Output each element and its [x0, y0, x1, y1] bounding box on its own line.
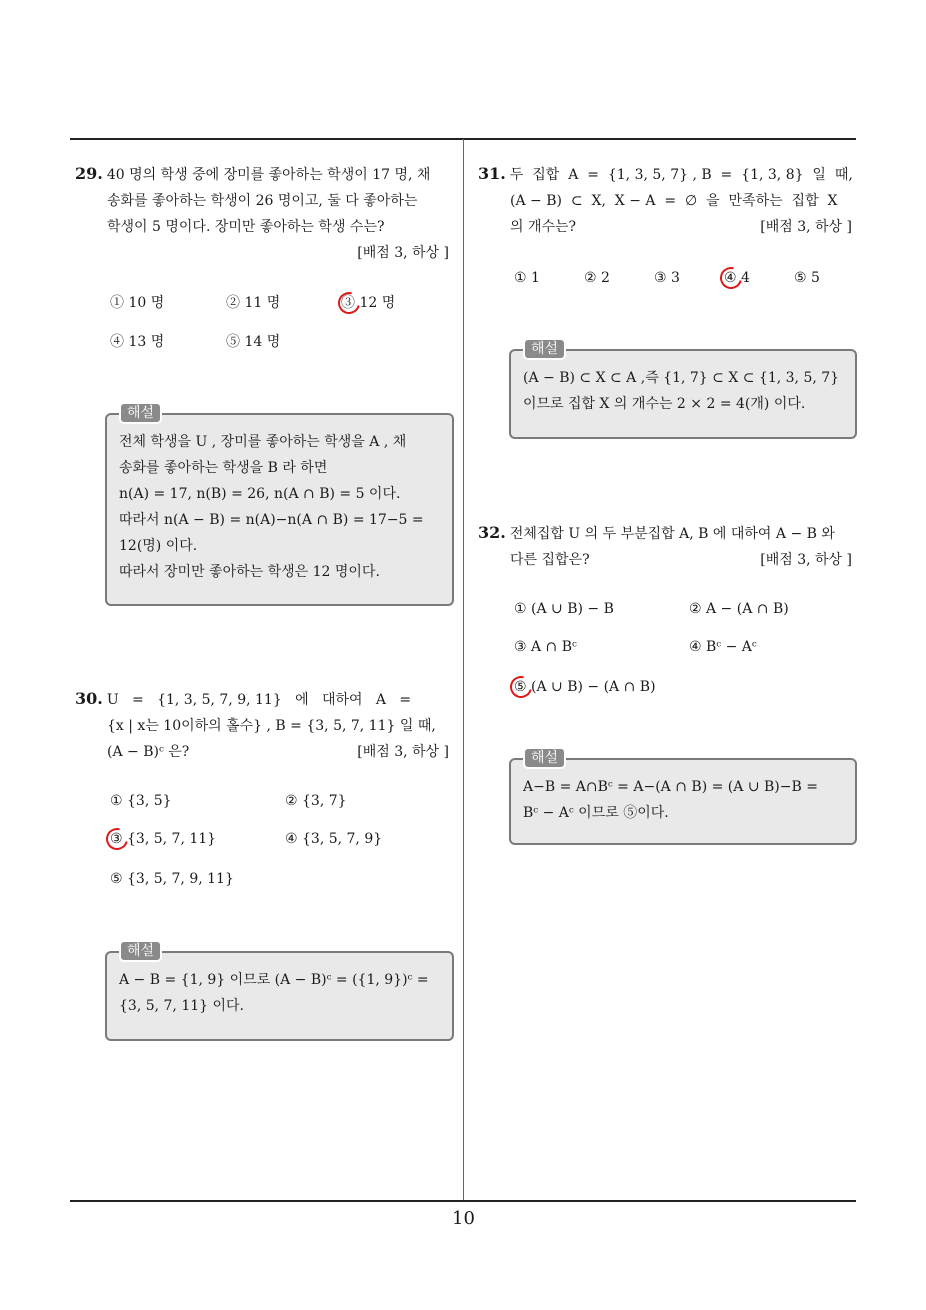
solution-tag: 해설: [119, 402, 162, 424]
question-29: [75, 161, 455, 266]
solution-line: 12(명) 이다.: [119, 538, 198, 554]
score-label: [배점 3, 하상 ]: [357, 744, 449, 760]
option-marker: ④: [724, 270, 737, 286]
question-text: U = {1, 3, 5, 7, 9, 11} 에 대하여 A =: [106, 692, 412, 708]
option-marker: ③: [110, 831, 123, 847]
option-marker: ⑤: [514, 679, 527, 695]
solution-tag: 해설: [119, 940, 162, 962]
solution-box: [509, 750, 857, 845]
option-1[interactable]: ① 1: [514, 270, 540, 286]
option-1[interactable]: ① {3, 5}: [110, 793, 172, 809]
score-label: [배점 3, 하상 ]: [760, 552, 852, 568]
bottom-rule: [70, 1200, 856, 1202]
option-5[interactable]: ⑤ {3, 5, 7, 9, 11}: [110, 871, 234, 887]
solution-tag: 해설: [523, 338, 566, 360]
option-3[interactable]: ③ A ∩ Bᶜ: [514, 639, 577, 655]
solution-tag: 해설: [523, 747, 566, 769]
solution-box: [105, 405, 454, 606]
solution-line: A−B = A∩Bᶜ = A−(A ∩ B) = (A ∪ B)−B =: [523, 779, 818, 795]
option-text: 12 명: [359, 295, 396, 311]
option-5[interactable]: [514, 677, 656, 697]
option-3[interactable]: ③ 3: [654, 270, 680, 286]
column-divider: [463, 139, 464, 1201]
solution-line: (A − B) ⊂ X ⊂ A ,즉 {1, 7} ⊂ X ⊂ {1, 3, 5, 7}: [523, 370, 840, 386]
option-2[interactable]: ② {3, 7}: [285, 793, 347, 809]
solution-line: 송화를 좋아하는 학생을 B 라 하면: [119, 460, 328, 476]
option-marker: ③: [341, 295, 355, 311]
solution-line: n(A) = 17, n(B) = 26, n(A ∩ B) = 5 이다.: [119, 486, 401, 502]
question-text: (A − B) ⊂ X, X − A = ∅ 을 만족하는 집합 X: [510, 193, 838, 209]
score-label: [배점 3, 하상 ]: [357, 245, 449, 261]
question-text: 송화를 좋아하는 학생이 26 명이고, 둘 다 좋아하는: [107, 193, 418, 209]
question-32: [478, 520, 860, 573]
question-text: 두 집합 A = {1, 3, 5, 7} , B = {1, 3, 8} 일 때,: [509, 167, 853, 183]
question-text: {x | x는 10이하의 홀수} , B = {3, 5, 7, 11} 일 때,: [107, 718, 436, 734]
question-number: 30.: [75, 689, 103, 708]
question-text: (A − B)ᶜ 은?: [107, 744, 190, 760]
option-text: 4: [741, 270, 750, 286]
question-number: 29.: [75, 164, 103, 183]
question-text: 학생이 5 명이다. 장미만 좋아하는 학생 수는?: [107, 219, 385, 235]
option-2[interactable]: ② 11 명: [226, 295, 281, 311]
option-5[interactable]: ⑤ 5: [794, 270, 820, 286]
solution-line: Bᶜ − Aᶜ 이므로 ⑤이다.: [523, 805, 669, 821]
option-1[interactable]: ① (A ∪ B) − B: [514, 601, 614, 617]
solution-line: 따라서 n(A − B) = n(A)−n(A ∩ B) = 17−5 =: [119, 512, 424, 528]
option-4[interactable]: ④ {3, 5, 7, 9}: [285, 831, 383, 847]
option-text: (A ∪ B) − (A ∩ B): [531, 679, 656, 695]
solution-box: [105, 943, 454, 1041]
solution-line: A − B = {1, 9} 이므로 (A − B)ᶜ = ({1, 9})ᶜ =: [119, 972, 429, 988]
question-text: 의 개수는?: [510, 219, 577, 235]
page-number: 10: [452, 1208, 475, 1229]
option-1[interactable]: ① 10 명: [110, 295, 165, 311]
solution-box: [509, 341, 857, 439]
question-text: 40 명의 학생 중에 장미를 좋아하는 학생이 17 명, 채: [106, 167, 431, 183]
score-label: [배점 3, 하상 ]: [760, 219, 852, 235]
question-number: 31.: [478, 164, 506, 183]
question-30: [75, 686, 455, 765]
option-2[interactable]: ② 2: [584, 270, 610, 286]
solution-line: 전체 학생을 U , 장미를 좋아하는 학생을 A , 채: [119, 434, 407, 450]
solution-line: 따라서 장미만 좋아하는 학생은 12 명이다.: [119, 564, 380, 580]
option-4[interactable]: ④ Bᶜ − Aᶜ: [689, 639, 757, 655]
option-5[interactable]: ⑤ 14 명: [226, 334, 281, 350]
question-number: 32.: [478, 523, 506, 542]
option-4[interactable]: ④ 13 명: [110, 334, 165, 350]
solution-line: {3, 5, 7, 11} 이다.: [119, 998, 245, 1014]
question-text: 다른 집합은?: [510, 552, 590, 568]
question-31: [478, 161, 860, 240]
option-text: {3, 5, 7, 11}: [127, 831, 217, 847]
question-text: 전체집합 U 의 두 부분집합 A, B 에 대하여 A − B 와: [509, 526, 835, 542]
solution-line: 이므로 집합 X 의 개수는 2 × 2 = 4(개) 이다.: [523, 396, 806, 412]
option-2[interactable]: ② A − (A ∩ B): [689, 601, 789, 617]
